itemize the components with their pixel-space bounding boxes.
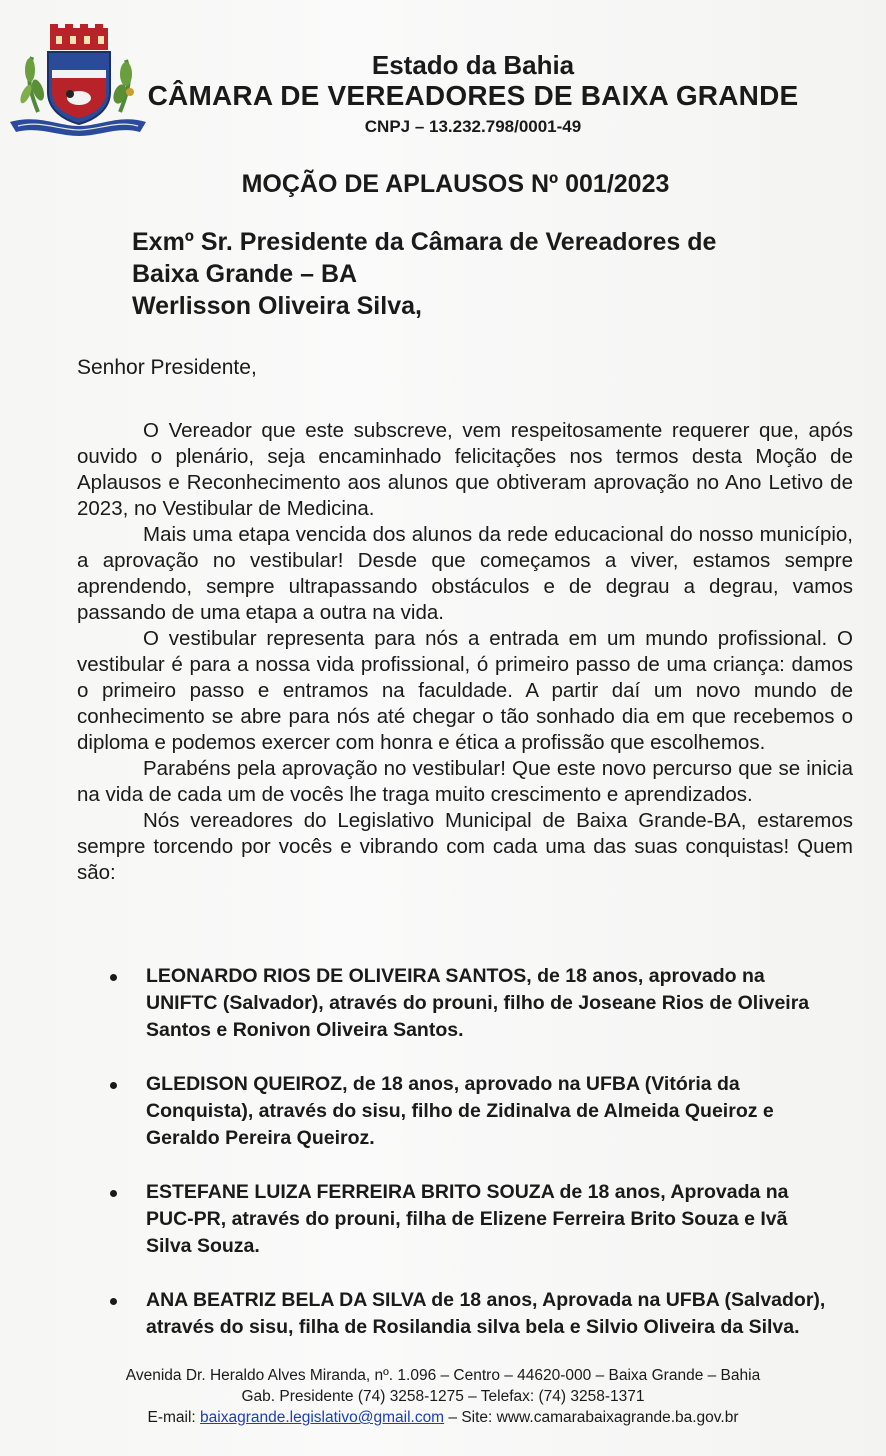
salutation: Senhor Presidente, (77, 356, 257, 379)
paragraph: O vestibular representa para nós a entrada em um mundo profissional. O vestibular é para a nossa vida profissional, ó primeiro passo de uma criança: damos o primeiro passo e entramos na faculdade. A partir daí um novo mundo de conhecimento se abre para nós até chegar o tão sonhado dia em que recebemos o diploma e podemos exercer com honra e ética a profissão que escolhemos. (77, 627, 853, 754)
paragraph: Parabéns pela aprovação no vestibular! Que este novo percurso que se inicia na vida de cada um de vocês lhe traga muito crescimento e aprendizados. (77, 757, 853, 806)
email-link[interactable]: baixagrande.legislativo@gmail.com (200, 1409, 445, 1426)
email-label: E-mail: (147, 1409, 196, 1426)
student-entry: ANA BEATRIZ BELA DA SILVA de 18 anos, Aprovada na UFBA (Salvador), através do sisu, filha de Rosilandia silva bela e Silvio Oliveira da Silva. (146, 1289, 826, 1338)
bullet-icon (110, 1190, 117, 1197)
list-item (108, 1287, 838, 1341)
student-entry: LEONARDO RIOS DE OLIVEIRA SANTOS, de 18 anos, aprovado na UNIFTC (Salvador), através do prouni, filho de Joseane Rios de Oliveira Santos e Ronivon Oliveira Santos. (146, 965, 810, 1041)
body-text (77, 418, 853, 886)
footer (0, 1365, 886, 1428)
bullet-icon (110, 1082, 117, 1089)
student-entry: GLEDISON QUEIROZ, de 18 anos, aprovado na UFBA (Vitória da Conquista), através do sisu, filho de Zidinalva de Almeida Queiroz e Geraldo Pereira Queiroz. (146, 1073, 774, 1149)
document-title: MOÇÃO DE APLAUSOS Nº 001/2023 (241, 170, 670, 198)
paragraph: O Vereador que este subscreve, vem respeitosamente requerer que, após ouvido o plenário, seja encaminhado felicitações nos termos desta Moção de Aplausos e Reconhecimento aos alunos que obtiveram aprovação no Ano Letivo de 2023, no Vestibular de Medicina. (77, 419, 853, 520)
addressee-line: Exmº Sr. Presidente da Câmara de Vereadores de (132, 228, 717, 256)
header-state: Estado da Bahia (371, 50, 575, 80)
paragraph: Nós vereadores do Legislativo Municipal de Baixa Grande-BA, estaremos sempre torcendo por vocês e vibrando com cada uma das suas conquistas! Quem são: (77, 809, 853, 884)
bullet-icon (110, 1298, 117, 1305)
footer-phones: Gab. Presidente (74) 3258-1275 – Telefax: (74) 3258-1371 (241, 1388, 645, 1405)
paragraph: Mais uma etapa vencida dos alunos da rede educacional do nosso município, a aprovação no vestibular! Desde que começamos a viver, estamos sempre aprendendo, sempre ultrapassando obstáculos e de degrau a degrau, vamos passando de uma etapa a outra na vida. (77, 523, 853, 624)
addressee-line: Baixa Grande – BA (132, 260, 358, 288)
header-institution: CÂMARA DE VEREADORES DE BAIXA GRANDE (147, 80, 799, 111)
site-text: – Site: www.camarabaixagrande.ba.gov.br (448, 1409, 739, 1426)
footer-contact (0, 1407, 886, 1428)
list-item (108, 963, 838, 1044)
student-list (108, 963, 838, 1368)
list-item (108, 1179, 838, 1260)
student-entry: ESTEFANE LUIZA FERREIRA BRITO SOUZA de 18 anos, Aprovada na PUC-PR, através do prouni, filha de Elizene Ferreira Brito Souza e Ivã Silva Souza. (146, 1181, 789, 1257)
addressee-line: Werlisson Oliveira Silva, (132, 292, 422, 320)
footer-address: Avenida Dr. Heraldo Alves Miranda, nº. 1.096 – Centro – 44620-000 – Baixa Grande – Bahia (125, 1367, 761, 1384)
list-item (108, 1071, 838, 1152)
bullet-icon (110, 974, 117, 981)
header-cnpj: CNPJ – 13.232.798/0001-49 (364, 117, 582, 136)
addressee-block (132, 226, 716, 322)
